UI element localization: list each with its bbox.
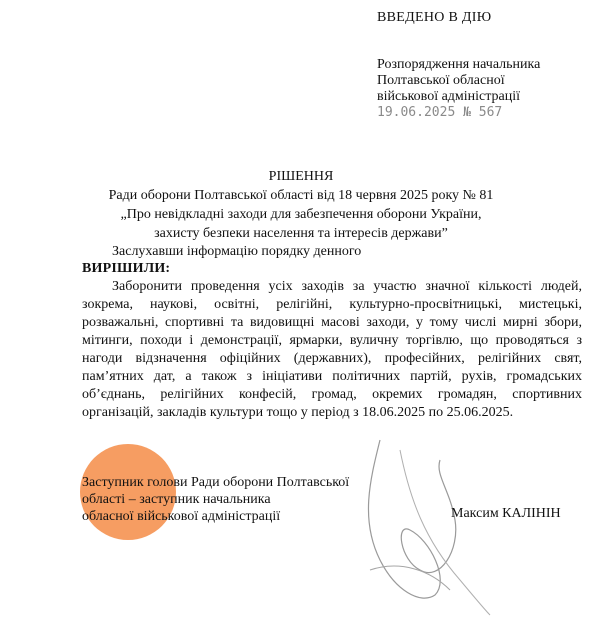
position-line: області – заступник начальника: [82, 492, 271, 507]
order-line: військової адміністрації: [377, 89, 521, 104]
order-line: Розпорядження начальника: [377, 57, 541, 72]
order-reference: [377, 57, 540, 121]
decided-label: ВИРІШИЛИ:: [82, 261, 171, 276]
decision-subtitle: Ради оборони Полтавської області від 18 червня 2025 року № 81: [108, 188, 494, 203]
order-date-number: 19.06.2025 № 567: [377, 105, 503, 120]
decision-heading: РІШЕННЯ: [268, 169, 334, 184]
decision-title: [0, 167, 602, 243]
signatory-name: Максим КАЛІНІН: [451, 506, 561, 521]
in-force-stamp: ВВЕДЕНО В ДІЮ: [377, 10, 492, 25]
order-line: Полтавської обласної: [377, 73, 505, 88]
decision-subject-line: захисту безпеки населення та інтересів держави”: [154, 226, 448, 241]
decision-body: [82, 278, 582, 422]
signatory-position: [82, 474, 349, 525]
decision-paragraph: Заборонити проведення усіх заходів за участю значної кількості людей, зокрема, наукові, освітні, релігійні, культурно-просвітницькі, мистецькі, розважальні, спортивні та видовищні масові заходи, у тому числі мирні збори, мітинги, походи і демонстрації, ярмарки, вуличну торгівлю, що проводяться з нагоди відзначення офіційних (державних), професійних, релігійних свят, пам’ятних дат, а також з ініціативи політичних партій, рухів, громадських об’єднань, релігійних конфесій, громад, окремих громадян, спортивних організацій, закладів культури тощо у період з 18.06.2025 по 25.06.2025.: [82, 279, 582, 420]
position-line: Заступник голови Ради оборони Полтавської: [82, 475, 350, 490]
heard-line: Заслухавши інформацію порядку денного: [112, 244, 362, 259]
decision-subject-line: „Про невідкладні заходи для забезпечення оборони України,: [120, 207, 482, 222]
position-line: обласної військової адміністрації: [82, 509, 281, 524]
